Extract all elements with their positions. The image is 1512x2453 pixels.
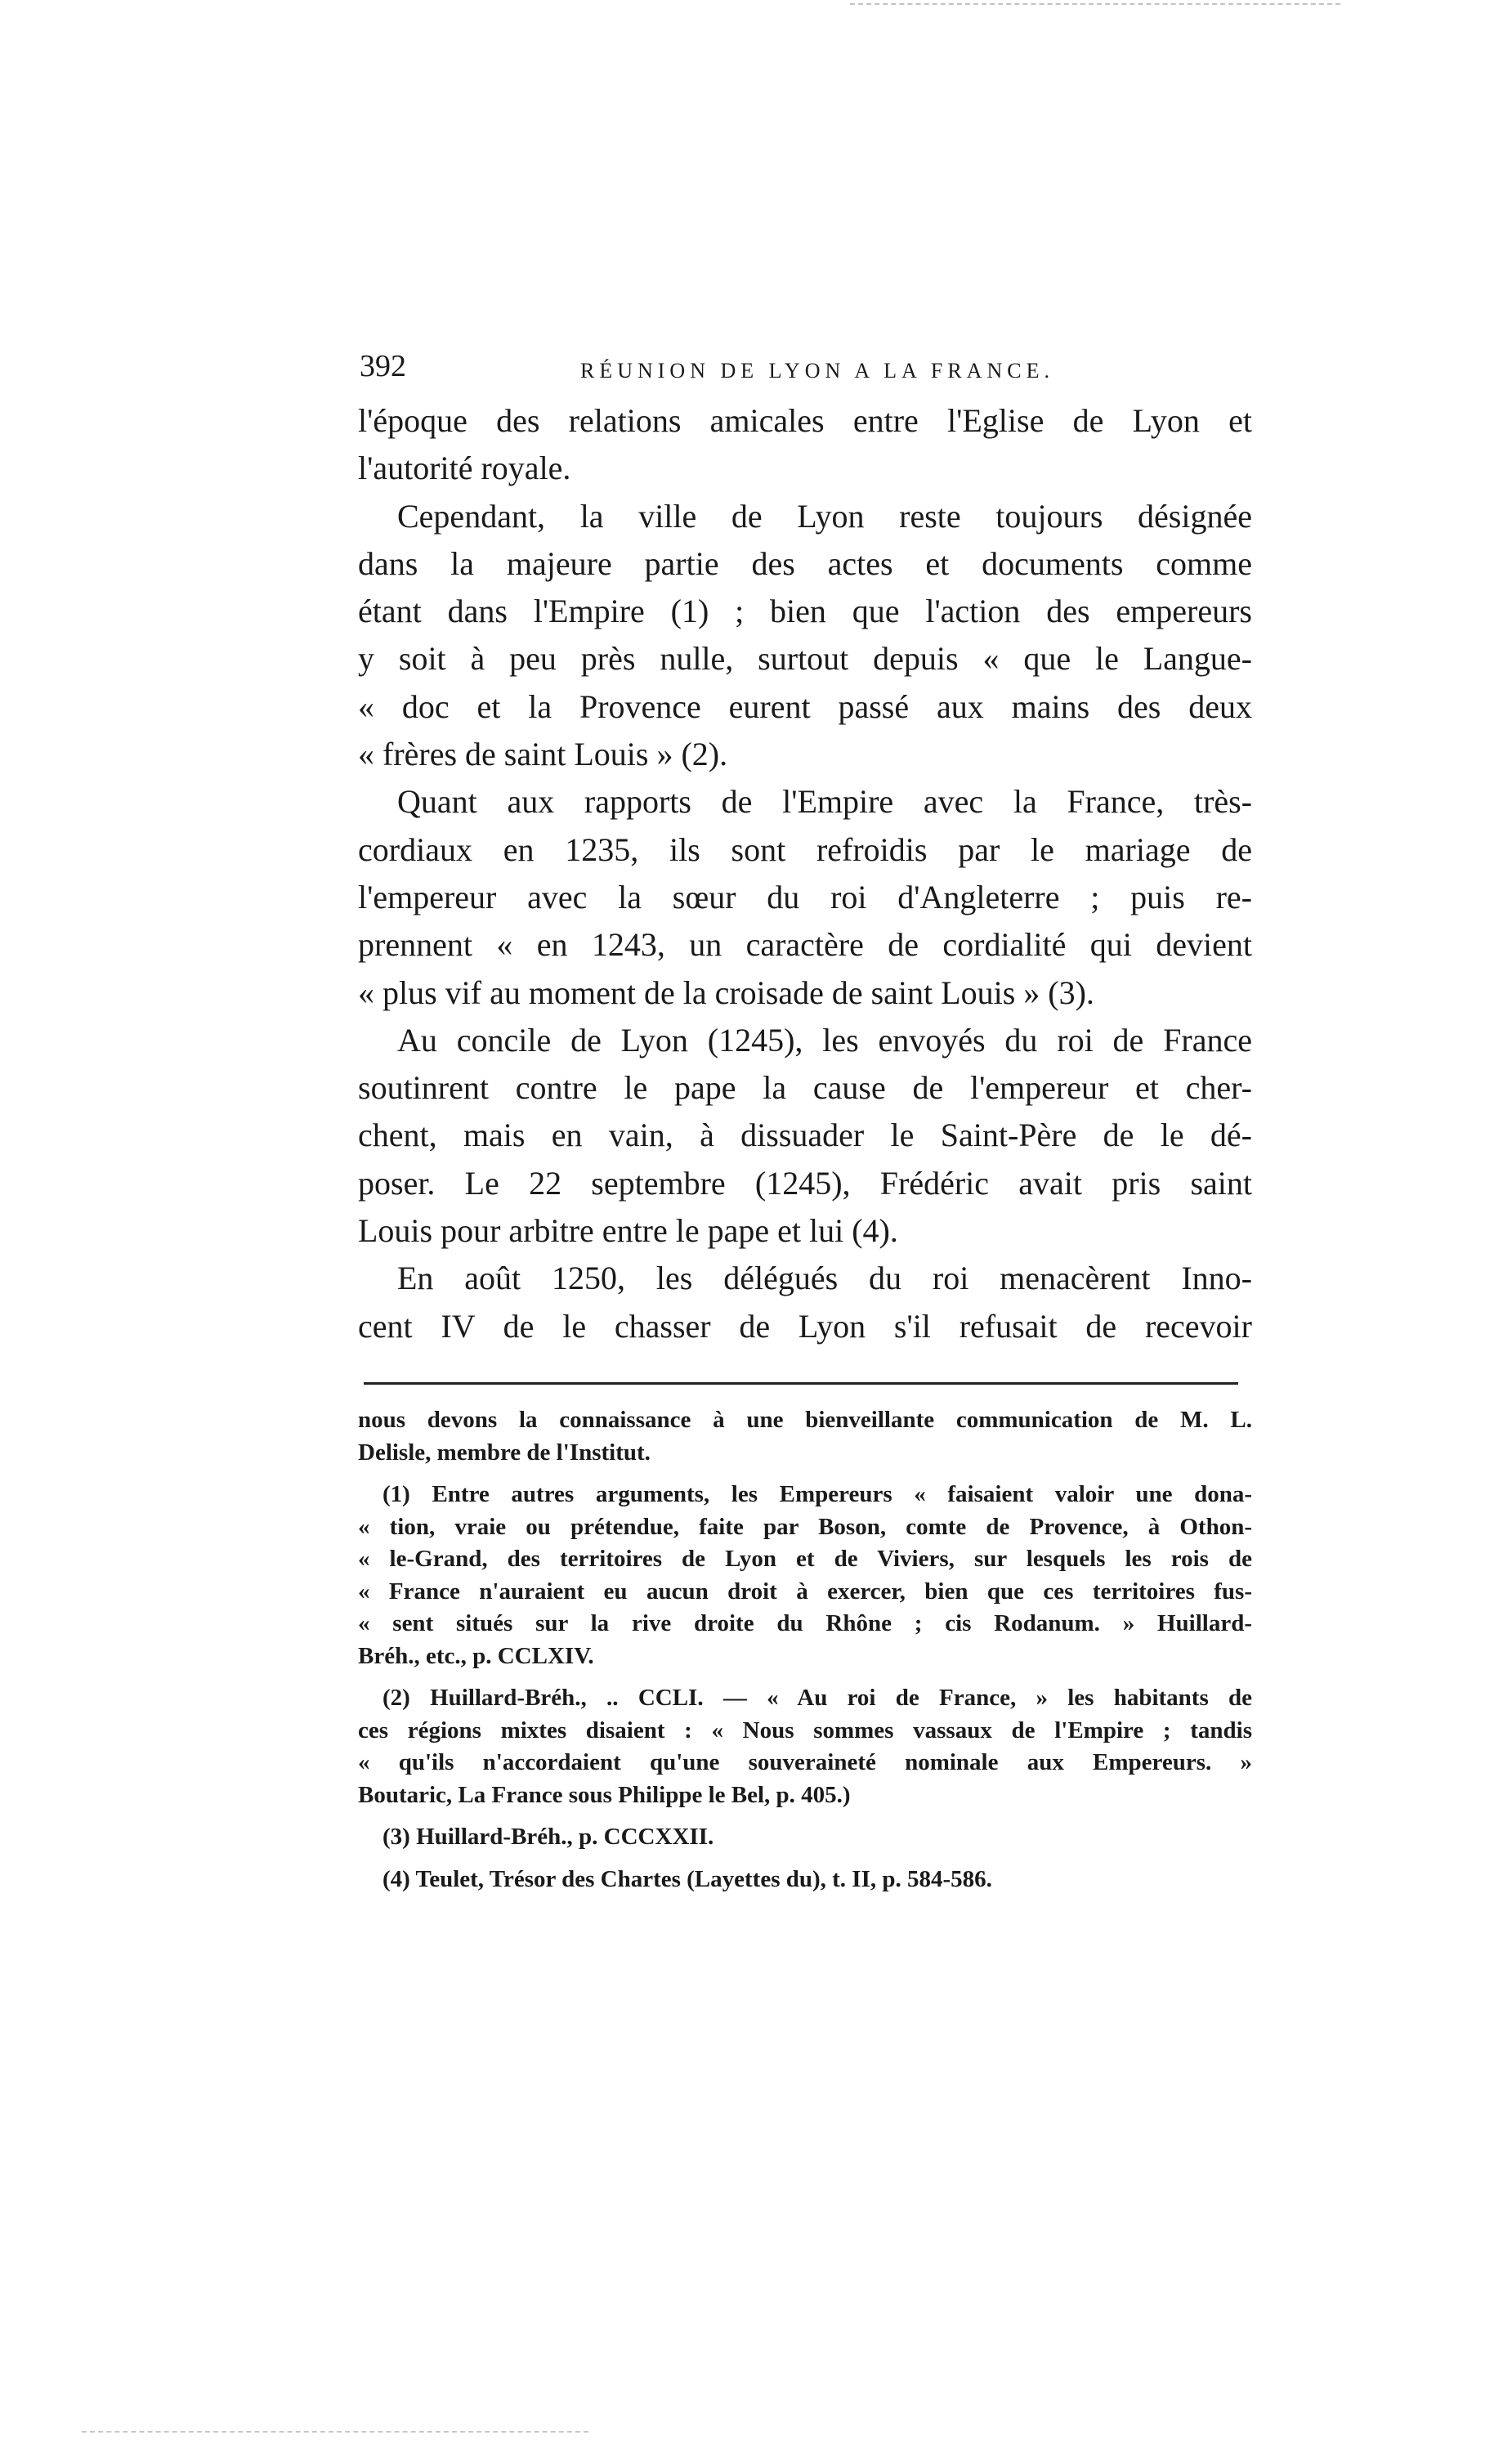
text-line: cent IV de le chasser de Lyon s'il refusait de recevoir (358, 1307, 1252, 1345)
text-line: poser. Le 22 septembre (1245), Frédéric avait pris saint (358, 1164, 1252, 1202)
text-line: dans la majeure partie des actes et documents comme (358, 544, 1252, 582)
footnote-line: ces régions mixtes disaient : « Nous sommes vassaux de l'Empire ; tandis (358, 1717, 1252, 1744)
page-number: 392 (360, 349, 406, 383)
footnote-line: « qu'ils n'accordaient qu'une souveraineté nominale aux Empereurs. » (358, 1749, 1252, 1775)
footnote-line: Bréh., etc., p. CCLXIV. (358, 1642, 594, 1669)
text-line: « doc et la Provence eurent passé aux mains des deux (358, 687, 1252, 725)
scan-artifact-top (850, 3, 1340, 5)
text-line: l'époque des relations amicales entre l'Eglise de Lyon et (358, 402, 1252, 439)
text-line: étant dans l'Empire (1) ; bien que l'action des empereurs (358, 593, 1252, 630)
text-line: chent, mais en vain, à dissuader le Saint-Père de le dé- (358, 1117, 1252, 1154)
text-line: « plus vif au moment de la croisade de saint Louis » (3). (358, 974, 1094, 1011)
text-line: En août 1250, les délégués du roi menacèrent Inno- (397, 1260, 1252, 1297)
footnote-line: (1) Entre autres arguments, les Empereurs « faisaient valoir une dona- (382, 1481, 1252, 1507)
text-line: Louis pour arbitre entre le pape et lui (4). (358, 1212, 898, 1250)
footnote-line: (3) Huillard-Bréh., p. CCCXXII. (382, 1824, 714, 1850)
main-text (358, 397, 1252, 1350)
text-line: l'empereur avec la sœur du roi d'Angleterre ; puis re- (358, 878, 1252, 915)
text-line: Cependant, la ville de Lyon reste toujours désignée (397, 497, 1252, 535)
footnotes (358, 1404, 1252, 1896)
footnote-line: « France n'auraient eu aucun droit à exercer, bien que ces territoires fus- (358, 1578, 1252, 1605)
footnote-line: Delisle, membre de l'Institut. (358, 1439, 651, 1466)
footnote-line: (2) Huillard-Bréh., .. CCLI. — « Au roi de France, » les habitants de (382, 1685, 1252, 1711)
footnote-separator (364, 1382, 1238, 1385)
footnote-line: « le-Grand, des territoires de Lyon et de Viviers, sur lesquels les rois de (358, 1546, 1252, 1572)
text-line: y soit à peu près nulle, surtout depuis « que le Langue- (358, 640, 1252, 678)
footnote-line: « sent situés sur la rive droite du Rhône ; cis Rodanum. » Huillard- (358, 1610, 1252, 1636)
running-title: RÉUNION DE LYON A LA FRANCE. (580, 359, 1054, 383)
text-line: prennent « en 1243, un caractère de cordialité qui devient (358, 926, 1252, 964)
text-line: cordiaux en 1235, ils sont refroidis par le mariage de (358, 830, 1252, 868)
footnote-line: nous devons la connaissance à une bienveillante communication de M. L. (358, 1407, 1252, 1433)
footnote-line: (4) Teulet, Trésor des Chartes (Layettes du), t. II, p. 584-586. (382, 1865, 992, 1892)
scan-artifact-bottom (82, 2431, 588, 2433)
text-line: soutinrent contre le pape la cause de l'empereur et cher- (358, 1069, 1252, 1107)
footnote-line: « tion, vraie ou prétendue, faite par Boson, comte de Provence, à Othon- (358, 1513, 1252, 1540)
page-header (360, 343, 1250, 389)
text-line: « frères de saint Louis » (2). (358, 736, 728, 773)
text-line: l'autorité royale. (358, 450, 571, 487)
text-line: Au concile de Lyon (1245), les envoyés du roi de France (397, 1021, 1252, 1059)
text-line: Quant aux rapports de l'Empire avec la France, très- (397, 783, 1252, 821)
footnote-line: Boutaric, La France sous Philippe le Bel, p. 405.) (358, 1781, 851, 1808)
